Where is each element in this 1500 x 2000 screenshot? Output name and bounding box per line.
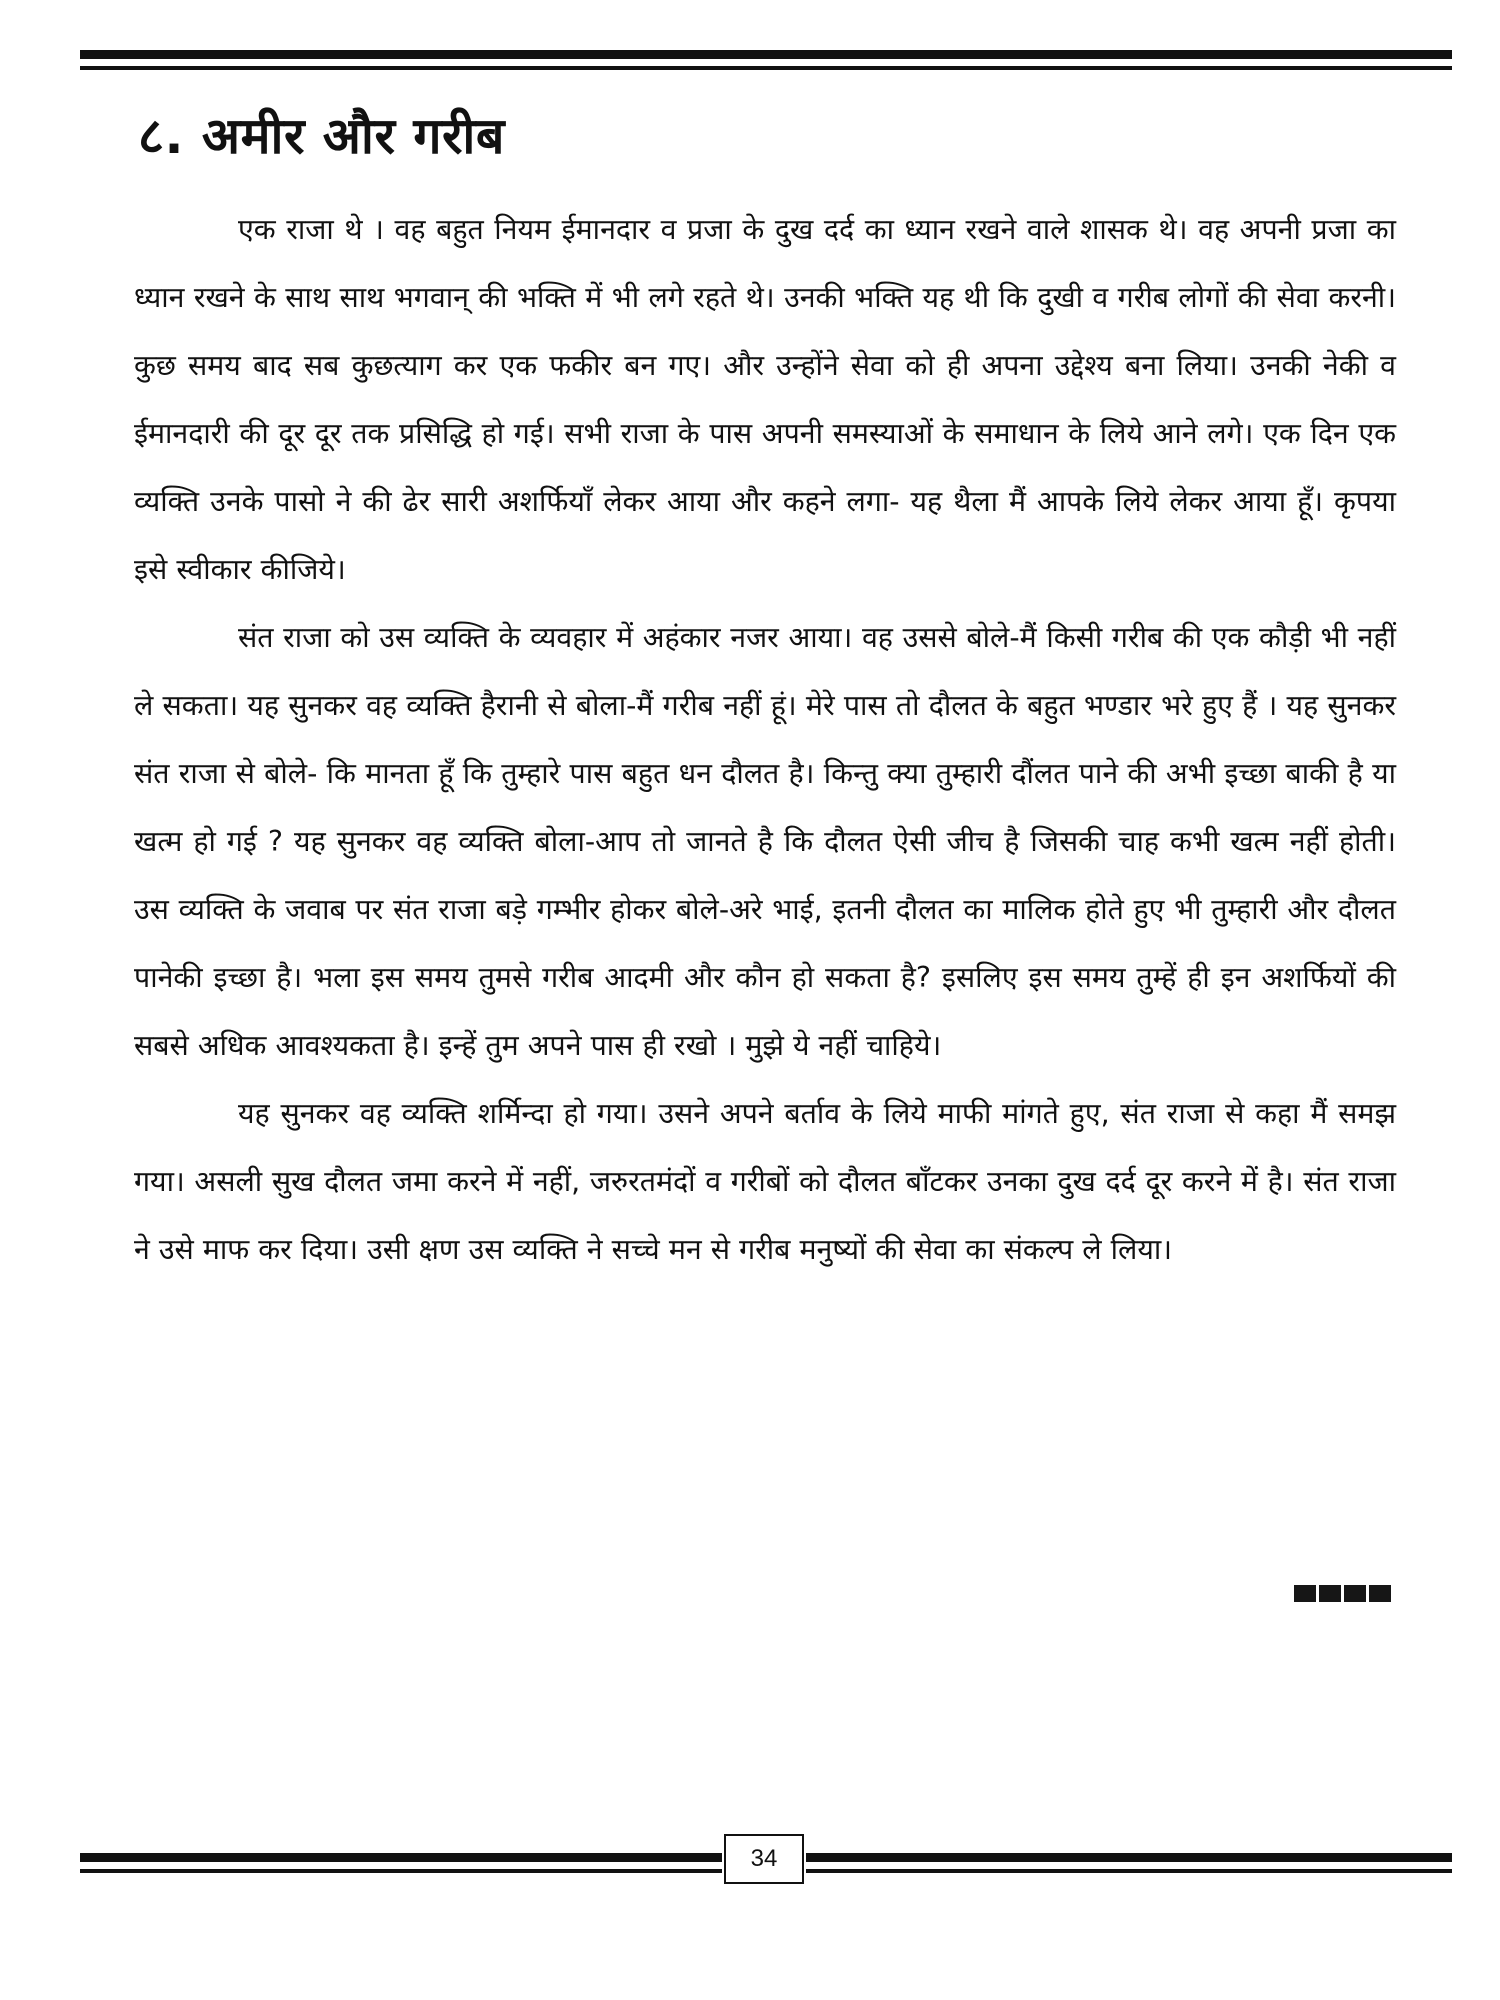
paragraph-2: संत राजा को उस व्यक्ति के व्यवहार में अहंकार नजर आया। वह उससे बोले-मैं किसी गरीब की एक कौड़ी भी नहीं ले सकता। यह सुनकर वह व्यक्ति हैरानी से बोला-मैं गरीब नहीं हूं। मेरे पास तो दौलत के बहुत भण्डार भरे हुए हैं । यह सुनकर संत राजा से बोले- कि मानता हूँ कि तुम्हारे पास बहुत धन दौलत है। किन्तु क्या तुम्हारी दौंलत पाने की अभी इच्छा बाकी है या खत्म हो गई ? यह सुनकर वह व्यक्ति बोला-आप तो जानते है कि दौलत ऐसी जीच है जिसकी चाह कभी खत्म नहीं होती। उस व्यक्ति के जवाब पर संत राजा बड़े गम्भीर होकर बोले-अरे भाई, इतनी दौलत का मालिक होते हुए भी तुम्हारी और दौलत पानेकी इच्छा है। भला इस समय तुमसे गरीब आदमी और कौन हो सकता है? इसलिए इस समय तुम्हें ही इन अशर्फियों की सबसे अधिक आवश्यकता है। इन्हें तुम अपने पास ही रखो । मुझे ये नहीं चाहिये। — [134, 621, 1396, 1062]
top-border-thick — [80, 50, 1452, 59]
end-mark-block — [1344, 1585, 1366, 1602]
top-border-thin — [80, 66, 1452, 70]
end-of-chapter-mark — [1294, 1585, 1391, 1602]
chapter-body — [134, 196, 1396, 1284]
end-mark-block — [1369, 1585, 1391, 1602]
end-mark-block — [1319, 1585, 1341, 1602]
end-mark-block — [1294, 1585, 1316, 1602]
page-number: 34 — [724, 1834, 804, 1884]
bottom-border-right-thin — [806, 1869, 1452, 1873]
chapter-title: ८. अमीर और गरीब — [138, 107, 505, 165]
bottom-border-left-thick — [80, 1853, 722, 1862]
paragraph-1: एक राजा थे । वह बहुत नियम ईमानदार व प्रजा के दुख दर्द का ध्यान रखने वाले शासक थे। वह अपनी प्रजा का ध्यान रखने के साथ साथ भगवान् की भक्ति में भी लगे रहते थे। उनकी भक्ति यह थी कि दुखी व गरीब लोगों की सेवा करनी। कुछ समय बाद सब कुछत्याग कर एक फकीर बन गए। और उन्होंने सेवा को ही अपना उद्देश्य बना लिया। उनकी नेकी व ईमानदारी की दूर दूर तक प्रसिद्धि हो गई। सभी राजा के पास अपनी समस्याओं के समाधान के लिये आने लगे। एक दिन एक व्यक्ति उनके पासो ने की ढेर सारी अशर्फियाँ लेकर आया और कहने लगा- यह थैला मैं आपके लिये लेकर आया हूँ। कृपया इसे स्वीकार कीजिये। — [134, 213, 1396, 586]
bottom-border-left-thin — [80, 1869, 722, 1873]
bottom-border-right-thick — [806, 1853, 1452, 1862]
paragraph-3: यह सुनकर वह व्यक्ति शर्मिन्दा हो गया। उसने अपने बर्ताव के लिये माफी मांगते हुए, संत राजा से कहा मैं समझ गया। असली सुख दौलत जमा करने में नहीं, जरुरतमंदों व गरीबों को दौलत बाँटकर उनका दुख दर्द दूर करने में है। संत राजा ने उसे माफ कर दिया। उसी क्षण उस व्यक्ति ने सच्चे मन से गरीब मनुष्यों की सेवा का संकल्प ले लिया। — [134, 1097, 1396, 1266]
